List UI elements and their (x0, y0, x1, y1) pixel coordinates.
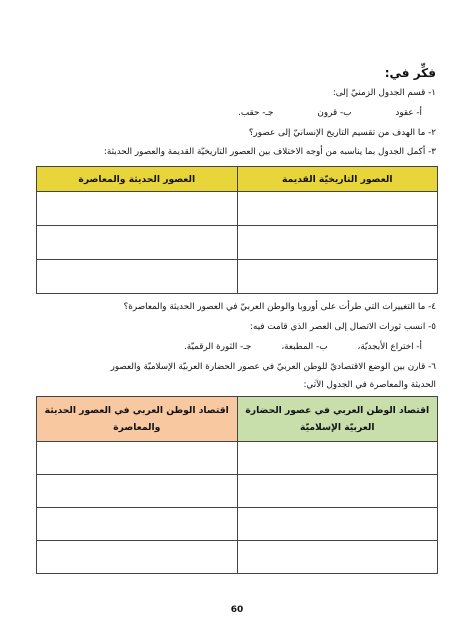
comparison-table-eras (36, 166, 438, 294)
q1-option-b: ب- قرون (317, 108, 352, 118)
page-heading: فكِّر في: (384, 66, 436, 80)
answer-cell[interactable] (237, 260, 438, 294)
table-row (37, 192, 438, 226)
header-modern-economy (37, 397, 238, 442)
table-row (37, 541, 438, 574)
answer-cell[interactable] (37, 508, 238, 541)
answer-cell[interactable] (237, 508, 438, 541)
header-ancient-eras: العصور التاريخيّة القديمة (237, 167, 438, 192)
answer-cell[interactable] (37, 541, 238, 574)
q5-option-b: ب- المطبعة، (281, 342, 328, 352)
table-row (37, 260, 438, 294)
answer-cell[interactable] (237, 442, 438, 475)
table-row (37, 475, 438, 508)
header-right-line-1: اقتصاد الوطن العربي في عصور الحضارة (245, 405, 430, 416)
question-2: ٢- ما الهدف من تقسيم التاريخ الإنسانيّ إلى عصور؟ (248, 128, 436, 138)
answer-cell[interactable] (37, 442, 238, 475)
answer-cell[interactable] (237, 192, 438, 226)
question-1-options (238, 108, 422, 118)
table-header-row (37, 167, 438, 192)
header-left-line-1: اقتصاد الوطن العربي في العصور الحديثة (44, 405, 229, 416)
question-6-line-1: ٦- قارن بين الوضع الاقتصاديّ للوطن العربيّ في عصور الحضارة العربيّة الإسلاميّة والعصور (110, 362, 436, 372)
answer-cell[interactable] (237, 226, 438, 260)
table-row (37, 508, 438, 541)
answer-cell[interactable] (237, 475, 438, 508)
table-row (37, 442, 438, 475)
answer-cell[interactable] (37, 226, 238, 260)
question-1: ١- قسم الجدول الزمنيّ إلى: (332, 88, 436, 98)
q5-option-c: جـ- الثورة الرقميّة. (183, 342, 252, 352)
question-6-line-2: الحديثة والمعاصرة في الجدول الآتي: (303, 380, 436, 390)
page-number: 60 (230, 605, 244, 615)
comparison-table-economy (36, 396, 438, 574)
answer-cell[interactable] (37, 475, 238, 508)
table-row (37, 226, 438, 260)
question-5: ٥- انسب ثورات الاتصال إلى العصر الذي قامت فيه: (250, 322, 436, 332)
table-header-row (37, 397, 438, 442)
question-4: ٤- ما التغييرات التي طرأت على أوروبا والوطن العربيّ في العصور الحديثة والمعاصرة؟ (123, 302, 436, 312)
header-islamic-civilization-economy (237, 397, 438, 442)
answer-cell[interactable] (37, 260, 238, 294)
question-3: ٣- أكمل الجدول بما يناسبه من أوجه الاختلاف بين العصور التاريخيّة القديمة والعصور الحديثة: (103, 147, 436, 157)
answer-cell[interactable] (237, 541, 438, 574)
header-right-line-2: العربيّة الإسلاميّة (300, 422, 375, 433)
header-left-line-2: والمعاصرة (113, 422, 161, 433)
q1-option-a: أ- عقود (395, 108, 422, 118)
answer-cell[interactable] (37, 192, 238, 226)
q1-option-c: جـ- حقب. (238, 108, 274, 118)
q5-option-a: أ- اختراع الأبجديّة، (357, 342, 422, 352)
header-modern-eras: العصور الحديثة والمعاصرة (37, 167, 238, 192)
question-5-options (184, 342, 422, 352)
